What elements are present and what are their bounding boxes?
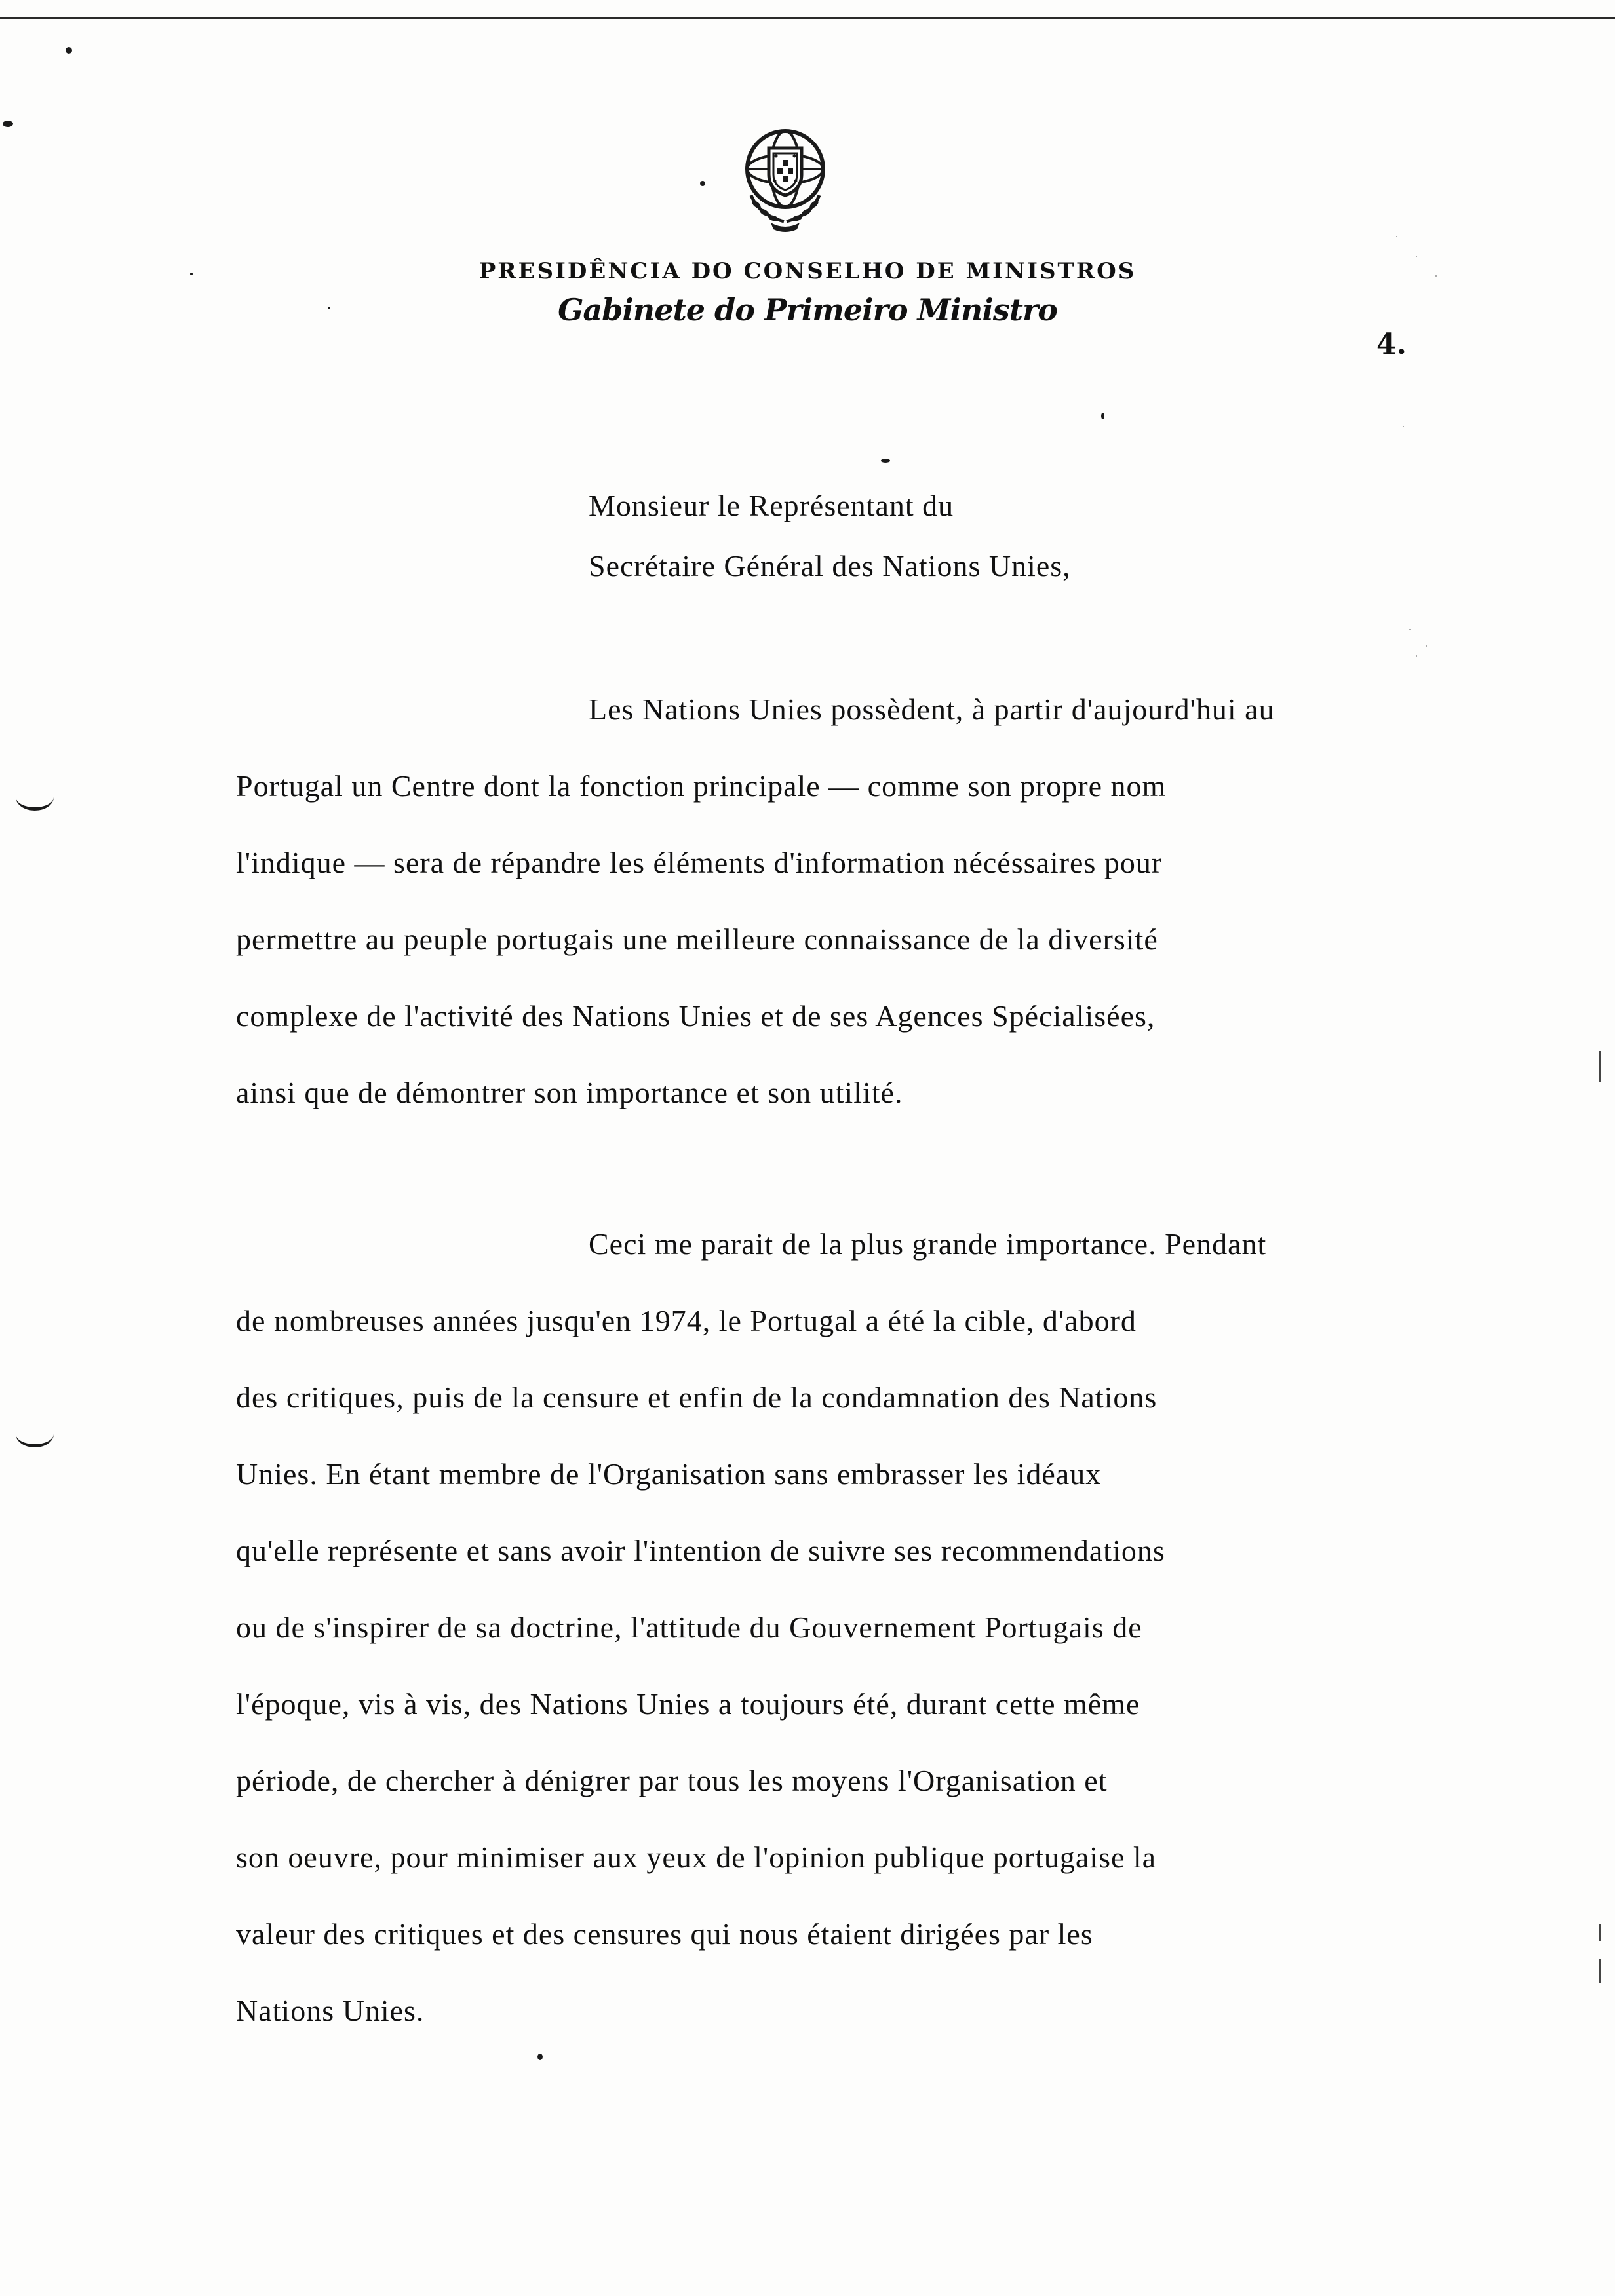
scan-speckle (1403, 426, 1404, 427)
punch-hole-mark (16, 784, 54, 811)
paragraph-line: Les Nations Unies possèdent, à partir d'aujourd'hui au (589, 693, 1275, 726)
paragraph-line: valeur des critiques et des censures qui nous étaient dirigées par les (236, 1917, 1093, 1951)
scan-dust-mark (537, 2054, 543, 2060)
paragraph-line: ainsi que de démontrer son importance et son utilité. (236, 1076, 903, 1109)
paragraph-line: ou de s'inspirer de sa doctrine, l'attitude du Gouvernement Portugais de (236, 1611, 1142, 1644)
paragraph-line: Nations Unies. (236, 1994, 425, 2027)
portuguese-coat-of-arms-icon (733, 123, 838, 235)
margin-mark (1599, 1924, 1601, 1941)
scan-dust-mark (328, 307, 330, 309)
paragraph-line: Unies. En étant membre de l'Organisation sans embrasser les idéaux (236, 1457, 1102, 1491)
paragraph-line: complexe de l'activité des Nations Unies et de ses Agences Spécialisées, (236, 999, 1156, 1033)
paragraph-line: Ceci me parait de la plus grande importance. Pendant (589, 1227, 1267, 1261)
paragraph-line: des critiques, puis de la censure et enfin de la condamnation des Nations (236, 1381, 1158, 1414)
paragraph-line: qu'elle représente et sans avoir l'intention de suivre ses recommendations (236, 1534, 1165, 1567)
scan-dust-mark (881, 459, 890, 463)
paragraph-2 (236, 1206, 1514, 2049)
scan-speckle (1426, 645, 1427, 647)
office-subtitle: Gabinete do Primeiro Ministro (558, 292, 1057, 328)
paragraph-line: permettre au peuple portugais une meilleure connaissance de la diversité (236, 923, 1158, 956)
paragraph-line: de nombreuses années jusqu'en 1974, le Portugal a été la cible, d'abord (236, 1304, 1137, 1337)
paragraph-line: l'époque, vis à vis, des Nations Unies a toujours été, durant cette même (236, 1687, 1140, 1721)
scan-speckle (1409, 629, 1411, 630)
salutation-line: Monsieur le Représentant du (589, 489, 954, 522)
scan-dust-mark (3, 121, 13, 127)
margin-mark (1599, 1051, 1601, 1082)
paragraph-line: période, de chercher à dénigrer par tous les moyens l'Organisation et (236, 1764, 1108, 1797)
paragraph-line: Portugal un Centre dont la fonction principale — comme son propre nom (236, 769, 1167, 803)
top-border-rule (0, 17, 1615, 19)
page-number: 4. (1376, 328, 1407, 361)
scan-dust-mark (1101, 413, 1104, 419)
margin-mark (1599, 1959, 1601, 1983)
scan-dust-mark (190, 273, 193, 275)
scan-dust-mark (66, 47, 72, 54)
punch-hole-mark (16, 1421, 54, 1447)
salutation (589, 476, 1071, 596)
institution-title: PRESIDÊNCIA DO CONSELHO DE MINISTROS (478, 258, 1137, 284)
scan-speckle (1435, 275, 1437, 277)
scan-dust-mark (700, 181, 705, 186)
paragraph-1 (236, 671, 1514, 1131)
paragraph-line: l'indique — sera de répandre les éléments d'information nécéssaires pour (236, 846, 1163, 879)
salutation-line: Secrétaire Général des Nations Unies, (589, 549, 1071, 583)
scan-speckle (1396, 236, 1397, 237)
scan-speckle (1416, 256, 1417, 257)
scan-speckle (1416, 655, 1417, 657)
paragraph-line: son oeuvre, pour minimiser aux yeux de l'opinion publique portugaise la (236, 1841, 1157, 1874)
